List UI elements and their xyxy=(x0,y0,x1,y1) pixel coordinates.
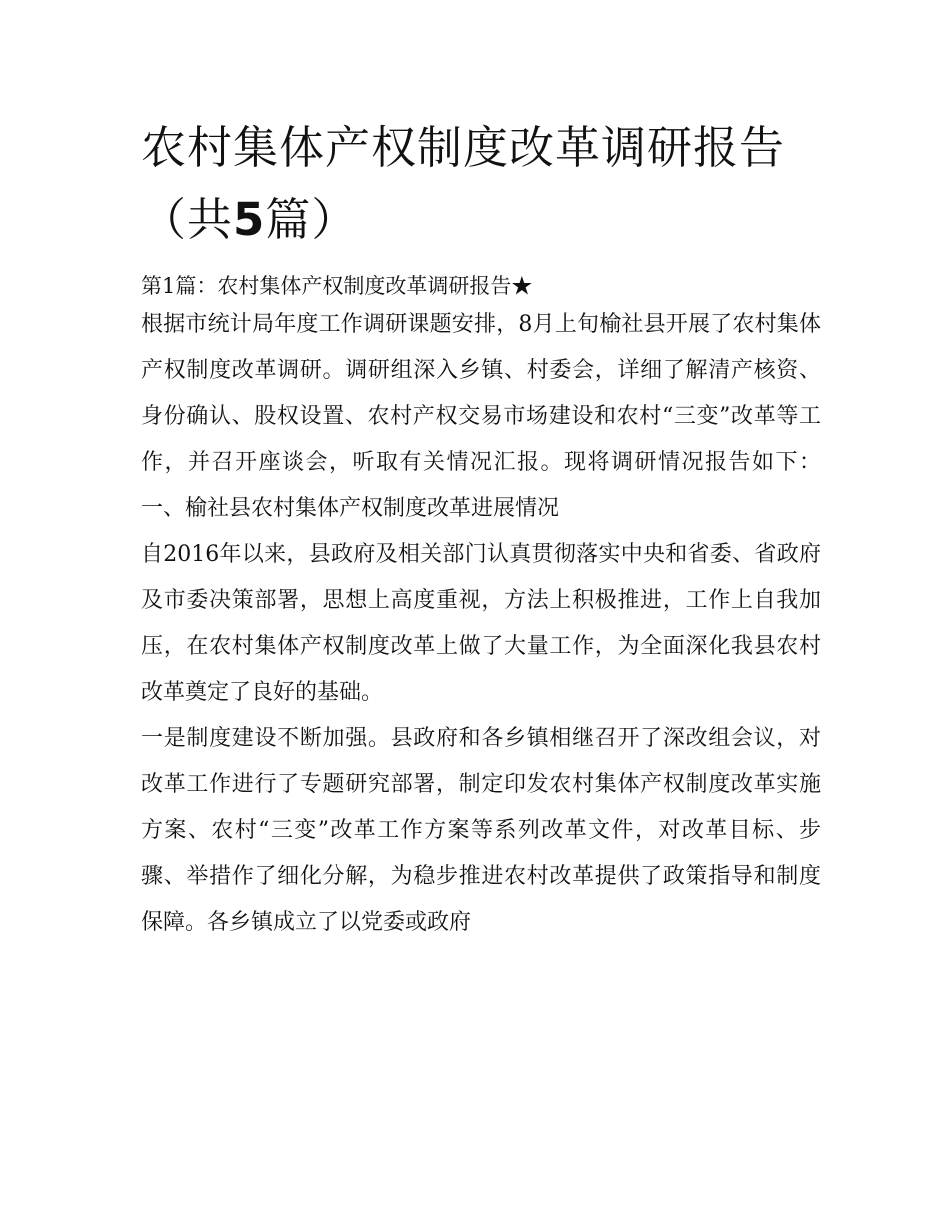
title-text-part1: 农村集体产权制度改革调研报告（共 xyxy=(141,121,786,246)
title-text-part2: 篇） xyxy=(265,193,358,246)
paragraph-intro: 根据市统计局年度工作调研课题安排，8月上旬榆社县开展了农村集体产权制度改革调研。调研组深入乡镇、村委会，详细了解清产核资、身份确认、股权设置、农村产权交易市场建设和农村“三变”改革等工作，并召开座谈会，听取有关情况汇报。现将调研情况报告如下：一、榆社县农村集体产权制度改革进展情况 xyxy=(141,312,821,521)
document-title xyxy=(141,112,821,256)
title-count: 5 xyxy=(233,193,266,246)
section-heading: 第1篇：农村集体产权制度改革调研报告★ xyxy=(141,274,533,298)
document-body xyxy=(141,112,821,946)
paragraph-system-building: 一是制度建设不断加强。县政府和各乡镇相继召开了深改组会议，对改革工作进行了专题研究部署，制定印发农村集体产权制度改革实施方案、农村“三变”改革工作方案等系列改革文件，对改革目标、步骤、举措作了细化分解，为稳步推进农村改革提供了政策指导和制度保障。各乡镇成立了以党委或政府 xyxy=(141,726,821,935)
paragraph-progress: 自2016年以来，县政府及相关部门认真贯彻落实中央和省委、省政府及市委决策部署，思想上高度重视，方法上积极推进，工作上自我加压，在农村集体产权制度改革上做了大量工作，为全面深化我县农村改革奠定了良好的基础。 xyxy=(141,542,821,705)
